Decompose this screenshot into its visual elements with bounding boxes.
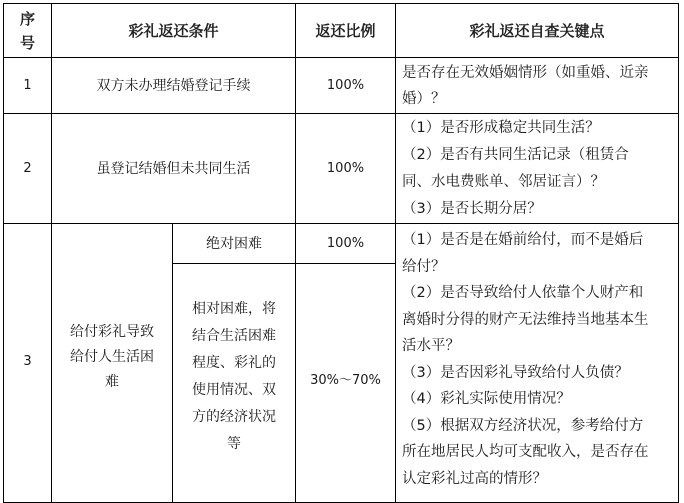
header-ratio: 返还比例	[295, 3, 396, 58]
row-3-keypoint-line: （3）是否因彩礼导致给付人负债？	[402, 364, 629, 381]
row-3-keypoint-line: 认定彩礼过高的情形？	[402, 470, 547, 487]
row-3-keypoint-line: （5）根据双方经济状况，参考给付方	[402, 417, 644, 434]
row-3-keypoint-line: （2）是否导致给付人依靠个人财产和	[402, 285, 644, 301]
row-2-keypoint-line: （3）是否长期分居？	[402, 200, 542, 217]
row-3-keypoint-line: 活水平？	[402, 338, 460, 354]
row-3-keypoint-line: （4）彩礼实际使用情况？	[402, 391, 571, 407]
row-2-keypoint-line: （2）是否有共同生活记录（租赁合	[402, 146, 629, 163]
row-3-keypoint-line: （1）是否是在婚前给付，而不是婚后	[402, 232, 644, 248]
row-1-keypoints	[395, 57, 679, 114]
row-2-seq: 2	[3, 113, 52, 224]
row-3-keypoint-line: 离婚时分得的财产无法维持当地基本生	[402, 311, 649, 328]
row-3-sub-relative-ratio: 30%～70%	[295, 263, 396, 503]
row-3-sub-relative-label	[172, 263, 296, 503]
header-seq-line-1: 序	[19, 9, 35, 28]
header-condition: 彩礼返还条件	[51, 3, 296, 58]
row-3-condition-line: 给付人生活困	[70, 349, 154, 365]
row-2-keypoints	[395, 113, 679, 224]
row-3-sub-relative-line: 相对困难，将	[192, 301, 276, 317]
row-2-keypoint-line: （1）是否形成稳定共同生活？	[402, 119, 600, 136]
row-3-keypoint-line: 所在地居民人均可支配收入，是否存在	[402, 444, 649, 460]
row-1-seq: 1	[3, 57, 52, 114]
row-3-condition-line: 难	[105, 374, 119, 390]
row-1-keypoint-line: 是否存在无效婚姻情形（如重婚、近亲	[402, 64, 649, 81]
row-3-sub-relative-line: 结合生活困难	[192, 328, 276, 344]
row-3-keypoints	[395, 223, 679, 503]
row-2-keypoint-line: 同、水电费账单、邻居证言）？	[402, 173, 605, 190]
bride-price-return-table	[3, 3, 679, 503]
row-2-condition: 虽登记结婚但未共同生活	[51, 113, 296, 224]
row-1-condition: 双方未办理结婚登记手续	[51, 57, 296, 114]
row-3-sub-absolute-label: 绝对困难	[172, 223, 296, 264]
row-3-sub-absolute-ratio: 100%	[295, 223, 396, 264]
row-3-condition	[51, 223, 173, 503]
row-1-keypoint-line: 婚）？	[402, 90, 446, 107]
row-3-sub-relative-line: 使用情况、双	[192, 382, 276, 398]
row-3-condition-line: 给付彩礼导致	[70, 324, 154, 340]
header-keypoints: 彩礼返还自查关键点	[395, 3, 679, 58]
row-1-ratio: 100%	[295, 57, 396, 114]
header-seq	[3, 3, 52, 58]
row-3-sub-relative-line: 等	[227, 436, 241, 452]
row-3-sub-relative-line: 程度、彩礼的	[192, 355, 276, 371]
row-2-ratio: 100%	[295, 113, 396, 224]
header-seq-line-2: 号	[19, 33, 35, 52]
row-3-keypoint-line: 给付？	[402, 258, 446, 275]
row-3-sub-relative-line: 方的经济状况	[192, 409, 276, 425]
row-3-seq: 3	[3, 223, 52, 503]
